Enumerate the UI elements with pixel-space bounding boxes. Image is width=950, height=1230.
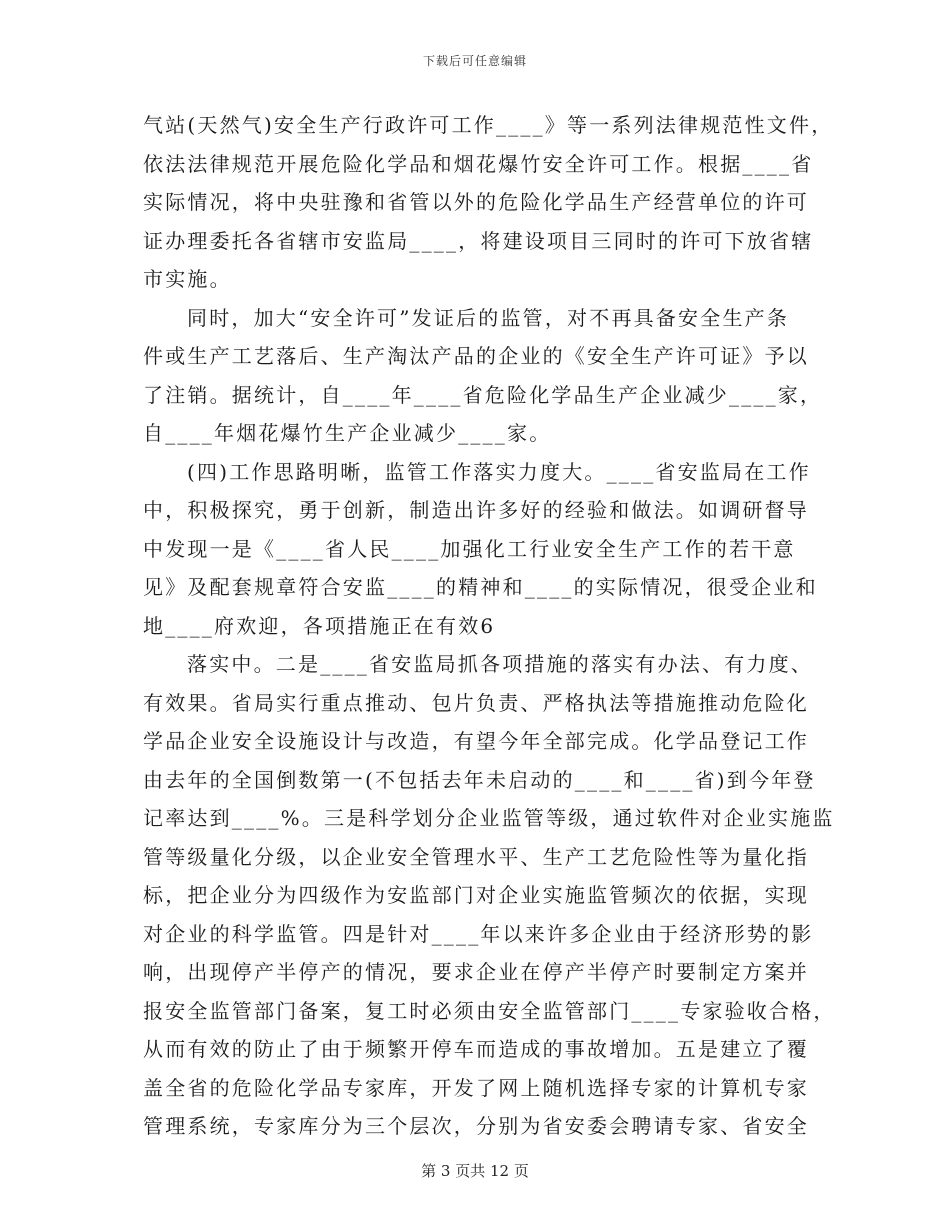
document-body — [143, 106, 836, 1146]
text-line: 中发现一是《____省人民____加强化工行业安全生产工作的若干意 — [143, 536, 796, 561]
text-line: 市实施。 — [143, 267, 232, 291]
text-line: 见》及配套规章符合安监____的精神和____的实际情况，很受企业和 — [143, 575, 818, 599]
text-line: 报安全监管部门备案，复工时必须由安全监管部门____专家验收合格， — [143, 998, 836, 1023]
text-line: 从而有效的防止了由于频繁开停车而造成的事故增加。五是建立了覆 — [143, 1037, 809, 1061]
text-line: 地____府欢迎，各项措施正在有效6 — [143, 613, 496, 638]
text-line: 实际情况，将中央驻豫和省管以外的危险化学品生产经营单位的许可 — [143, 190, 809, 214]
text-line: 依法法律规范开展危险化学品和烟花爆竹安全许可工作。根据____省 — [143, 151, 814, 176]
page-footer: 第 3 页共 12 页 — [421, 1162, 529, 1180]
text-line: 有效果。省局实行重点推动、包片负责、严格执法等措施推动危险化 — [143, 690, 809, 715]
text-line: 自____年烟花爆竹生产企业减少____家。 — [143, 421, 552, 445]
text-line: 盖全省的危险化学品专家库，开发了网上随机选择专家的计算机专家 — [143, 1075, 809, 1100]
text-line: 对企业的科学监管。四是针对____年以来许多企业由于经济形势的影 — [143, 921, 814, 946]
text-line: 落实中。二是____省安监局抓各项措施的落实有办法、有力度、 — [187, 652, 813, 676]
text-line: (四)工作思路明晰，监管工作落实力度大。____省安监局在工作 — [187, 459, 811, 484]
text-line: 中，积极探究，勇于创新，制造出许多好的经验和做法。如调研督导 — [143, 498, 809, 522]
text-line: 件或生产工艺落后、生产淘汰产品的企业的《安全生产许可证》予以 — [143, 344, 809, 368]
text-line: 学品企业安全设施设计与改造，有望今年全部完成。化学品登记工作 — [143, 729, 809, 753]
text-line: 了注销。据统计，自____年____省危险化学品生产企业减少____家， — [143, 382, 823, 407]
text-line: 同时，加大“安全许可”发证后的监管，对不再具备安全生产条 — [187, 305, 790, 330]
text-line: 记率达到____%。三是科学划分企业监管等级，通过软件对企业实施监 — [143, 806, 835, 830]
page-header: 下载后可任意编辑 — [422, 54, 527, 68]
text-line: 证办理委托各省辖市安监局____，将建设项目三同时的许可下放省辖 — [143, 228, 814, 253]
text-line: 气站(天然气)安全生产行政许可工作____》等一系列法律规范性文件， — [143, 113, 834, 137]
text-line: 由去年的全国倒数第一(不包括去年未启动的____和____省)到今年登 — [143, 767, 816, 792]
text-line: 响，出现停产半停产的情况，要求企业在停产半停产时要制定方案并 — [143, 960, 809, 984]
text-line: 标，把企业分为四级作为安监部门对企业实施监管频次的依据，实现 — [143, 883, 809, 907]
text-line: 管等级量化分级，以企业安全管理水平、生产工艺危险性等为量化指 — [143, 844, 809, 869]
text-line: 管理系统，专家库分为三个层次，分别为省安委会聘请专家、省安全 — [143, 1114, 809, 1138]
